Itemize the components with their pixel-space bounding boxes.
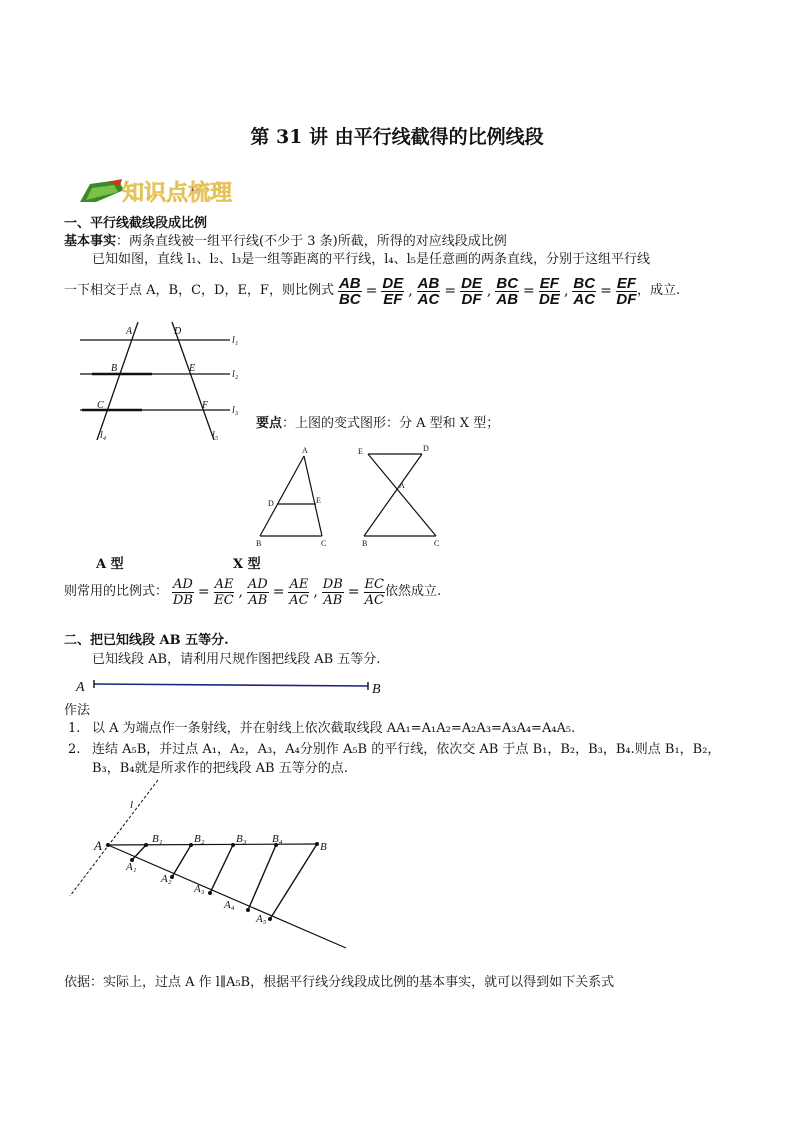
- common-end: 依然成立.: [384, 584, 442, 599]
- section2-heading: 二、把已知线段 AB 五等分.: [64, 633, 229, 648]
- page-title: 第 31 讲 由平行线截得的比例线段: [250, 126, 544, 148]
- fraction: [539, 276, 560, 307]
- equals-sign: =: [365, 283, 378, 299]
- numerator: EF: [616, 274, 636, 292]
- step2-text-cont: B₃，B₄就是所求作的把线段 AB 五等分的点.: [92, 761, 348, 776]
- numerator: EC: [364, 576, 384, 592]
- figA-label-d: D: [268, 499, 274, 508]
- basic-fact-label: 基本事实: [64, 234, 117, 249]
- fig-label-a1: A₁: [126, 861, 137, 873]
- fig1-label-b: B: [111, 363, 118, 374]
- fig-label-a4: A₄: [224, 899, 235, 911]
- fig-label-a: A: [94, 838, 102, 853]
- denominator: AC: [289, 592, 309, 608]
- figX-label-c: C: [434, 539, 440, 548]
- numerator: DB: [322, 576, 343, 592]
- key-point-label: 要点: [256, 416, 283, 431]
- fig1-label-f: F: [202, 400, 209, 411]
- fraction: [460, 276, 483, 307]
- method-label: 作法: [64, 703, 91, 718]
- comma: ,: [238, 584, 243, 600]
- basic-fact: [64, 233, 507, 251]
- fig-label-b4: B₄: [272, 833, 283, 845]
- denominator: AB: [248, 592, 268, 608]
- denominator: DF: [461, 290, 482, 308]
- numerator: BC: [573, 274, 596, 292]
- fig1-label-l3: l₃: [232, 405, 239, 416]
- fig-label-b: B: [320, 841, 327, 853]
- comma: ,: [563, 283, 569, 299]
- denominator: BC: [338, 290, 361, 308]
- fraction: [572, 276, 596, 307]
- fig-label-b3: B₃: [236, 833, 247, 845]
- a-type-label: A 型: [96, 557, 124, 572]
- common-proportions: [64, 572, 441, 612]
- numerator: AE: [214, 576, 234, 592]
- equals-sign: =: [523, 283, 535, 299]
- fig1-label-l4: l₄: [100, 430, 107, 441]
- fig-label-b2: B₂: [194, 833, 205, 845]
- x-type-label: X 型: [233, 557, 261, 572]
- pencil-icon: [78, 176, 248, 206]
- comma: ,: [486, 283, 492, 299]
- fig1-label-e: E: [189, 363, 196, 374]
- numerator: DE: [382, 274, 404, 292]
- fraction: [616, 276, 637, 307]
- segment-label-a: A: [76, 680, 85, 695]
- proportion-intro: 一下相交于点 A，B，C，D，E，F，则比例式: [64, 283, 334, 298]
- figA-label-b: B: [256, 539, 262, 548]
- fig-label-a5: A₅: [256, 913, 267, 925]
- numerator: AD: [173, 576, 193, 592]
- equals-sign: =: [444, 283, 457, 299]
- numerator: AD: [247, 576, 268, 592]
- a-type-figure: [250, 444, 340, 548]
- denominator: AC: [573, 290, 596, 308]
- key-point-text: ：上图的变式图形：分 A 型和 X 型；: [282, 416, 500, 431]
- comma: ,: [408, 283, 413, 299]
- fig-label-a2: A₂: [161, 873, 172, 885]
- fraction: [417, 276, 441, 307]
- numerator: AB: [417, 274, 440, 292]
- fraction: [381, 276, 404, 307]
- segment-label-b: B: [372, 682, 381, 696]
- fraction: [214, 577, 235, 608]
- figX-label-e: E: [358, 447, 363, 456]
- fig1-label-l2: l₂: [232, 369, 239, 380]
- numerator: BC: [496, 274, 519, 292]
- numerator: AE: [289, 576, 309, 592]
- figX-label-b: B: [362, 539, 368, 548]
- fig1-label-a: A: [126, 326, 133, 337]
- common-formulas: [172, 577, 385, 608]
- denominator: DE: [538, 290, 560, 308]
- fig1-label-d: D: [174, 326, 182, 337]
- five-division-figure: [60, 778, 360, 953]
- common-intro: 则常用的比例式：: [64, 584, 169, 599]
- fig-label-l: l: [130, 799, 134, 811]
- comma: ,: [313, 584, 318, 600]
- basis-text: 依据：实际上，过点 A 作 l∥A₅B，根据平行线分线段成比例的基本事实，就可以得到如下关系式: [64, 975, 615, 990]
- equals-sign: =: [600, 283, 612, 299]
- figA-label-c: C: [321, 539, 327, 548]
- proportion-line: [64, 271, 680, 311]
- step1-number: 1.: [68, 721, 81, 736]
- figX-label-d: D: [423, 444, 429, 453]
- proportion-end: ，成立.: [636, 283, 681, 298]
- fig1-label-l5: l₅: [212, 430, 219, 441]
- denominator: DB: [172, 592, 193, 608]
- section-banner: [78, 176, 248, 206]
- fraction: [288, 577, 309, 608]
- step1-text: 以 A 为端点作一条射线，并在射线上依次截取线段 AA₁=A₁A₂=A₂A₃=A₃A₄=A₄A₅.: [92, 721, 576, 736]
- step2-text: 连结 A₅B，并过点 A₁，A₂，A₃，A₄分别作 A₅B 的平行线，依次交 AB 于点 B₁，B₂，B₃，B₄.则点 B₁，B₂，: [92, 742, 721, 757]
- numerator: DE: [461, 274, 482, 292]
- fig1-label-l1: l₁: [232, 335, 239, 346]
- denominator: AB: [323, 592, 343, 608]
- numerator: EF: [539, 274, 559, 292]
- denominator: DF: [616, 290, 637, 308]
- proportion-formulas: [338, 276, 637, 307]
- fraction: [322, 577, 344, 608]
- section2-intro: 已知线段 AB，请利用尺规作图把线段 AB 五等分.: [92, 652, 381, 667]
- denominator: AC: [364, 592, 384, 608]
- figA-label-a: A: [302, 446, 308, 455]
- x-type-figure: [352, 440, 452, 548]
- fraction: [247, 577, 269, 608]
- denominator: AC: [417, 290, 440, 308]
- fraction: [338, 276, 362, 307]
- given-line: 已知如图，直线 l₁、l₂、l₃是一组等距离的平行线，l₄、l₅是任意画的两条直线，分别于这组平行线: [92, 252, 650, 267]
- segment-ab: [72, 674, 392, 696]
- section1-heading: 一、平行线截线段成比例: [64, 216, 208, 231]
- numerator: AB: [338, 274, 361, 292]
- fraction: [172, 577, 194, 608]
- fraction: [364, 577, 385, 608]
- banner-text: 知识点梳理: [122, 180, 233, 205]
- basic-fact-text: ：两条直线被一组平行线(不少于 3 条)所截，所得的对应线段成比例: [116, 234, 507, 249]
- fig-label-b1: B₁: [152, 833, 163, 845]
- key-point: [256, 415, 499, 433]
- equals-sign: =: [272, 584, 285, 600]
- denominator: EC: [214, 592, 234, 608]
- figX-label-a: A: [399, 481, 405, 490]
- denominator: EF: [383, 290, 403, 308]
- parallel-lines-figure: [72, 318, 252, 446]
- equals-sign: =: [347, 584, 360, 600]
- step2-number: 2.: [68, 742, 81, 757]
- figA-label-e: E: [316, 496, 321, 505]
- fig-label-a3: A₃: [194, 883, 205, 895]
- denominator: AB: [496, 290, 519, 308]
- fraction: [495, 276, 519, 307]
- fig1-label-c: C: [97, 400, 104, 411]
- equals-sign: =: [197, 584, 210, 600]
